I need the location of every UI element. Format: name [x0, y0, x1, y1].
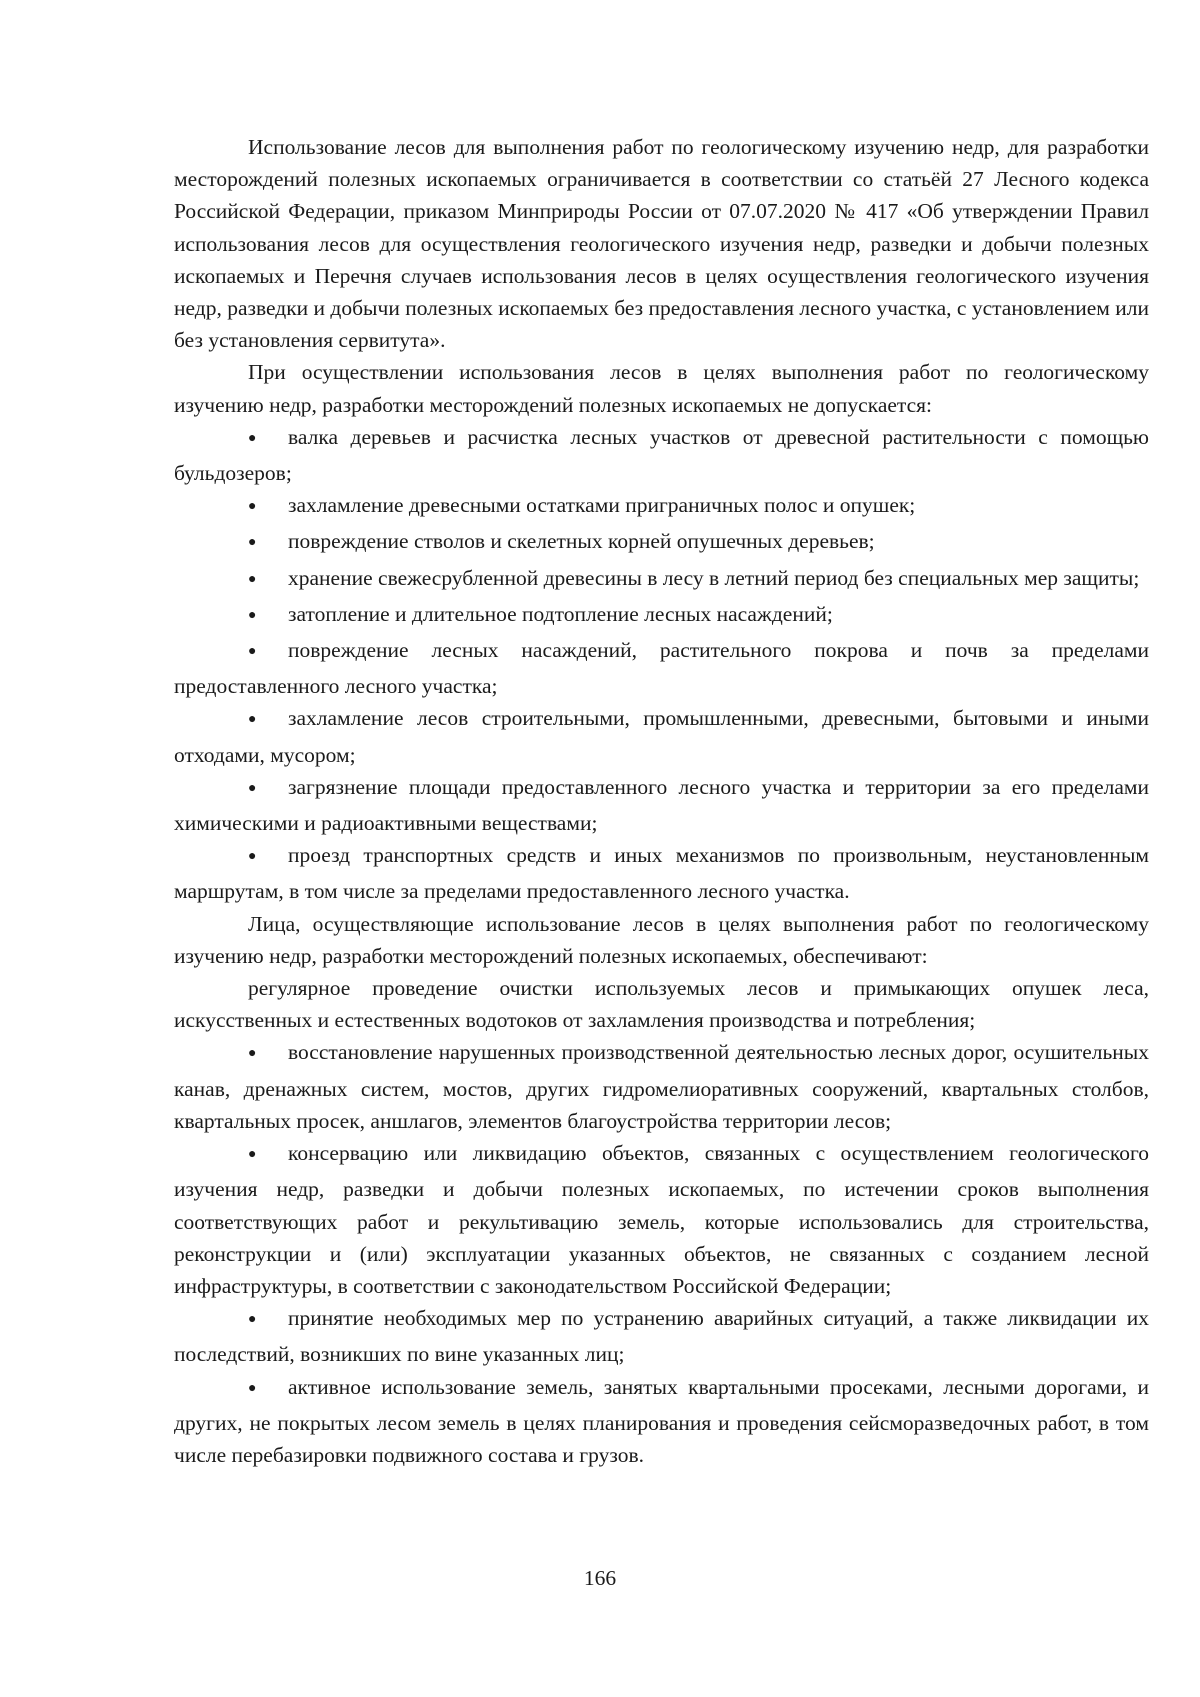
document-body	[174, 131, 1149, 1471]
bullet-text: активное использование земель, занятых квартальными просеками, лесными дорогами, и других, не покрытых лесом земель в целях планирования и проведения сейсморазведочных работ, в том числе перебазировки подвижного состава и грузов.	[174, 1374, 1149, 1467]
bullet-icon	[248, 525, 288, 561]
bullet-icon	[248, 421, 288, 457]
bullet-item	[174, 1137, 1149, 1302]
bullet-text: повреждение стволов и скелетных корней опушечных деревьев;	[288, 529, 875, 554]
bullet-icon	[248, 1137, 288, 1173]
bullet-icon	[248, 489, 288, 525]
paragraph: При осуществлении использования лесов в целях выполнения работ по геологическому изучению недр, разработки месторождений полезных ископаемых не допускается:	[174, 360, 1149, 417]
bullet-text: восстановление нарушенных производственной деятельностью лесных дорог, осушительных канав, дренажных систем, мостов, других гидромелиоративных сооружений, квартальных столбов, квартальных просек, аншлагов, элементов благоустройства территории лесов;	[174, 1040, 1149, 1133]
bullet-item	[174, 562, 1149, 598]
bullet-item	[174, 525, 1149, 561]
paragraph: Лица, осуществляющие использование лесов в целях выполнения работ по геологическому изучению недр, разработки месторождений полезных ископаемых, обеспечивают:	[174, 911, 1149, 968]
bullet-text: затопление и длительное подтопление лесных насаждений;	[288, 601, 833, 626]
bullet-text: валка деревьев и расчистка лесных участков от древесной растительности с помощью бульдозеров;	[174, 424, 1149, 486]
paragraph: Использование лесов для выполнения работ по геологическому изучению недр, для разработки месторождений полезных ископаемых ограничивается в соответствии со статьёй 27 Лесного кодекса Российской Федерации, приказом Минприроды России от 07.07.2020 № 417 «Об утверждении Правил использования лесов для осуществления геологического изучения недр, разведки и добычи полезных ископаемых и Перечня случаев использования лесов в целях осуществления геологического изучения недр, разведки и добычи полезных ископаемых без предоставления лесного участка, с установлением или без установления сервитута».	[174, 135, 1149, 353]
bullet-icon	[248, 839, 288, 875]
bullet-icon	[248, 598, 288, 634]
bullet-item	[174, 771, 1149, 839]
bullet-item	[174, 1302, 1149, 1370]
bullet-icon	[248, 771, 288, 807]
bullet-icon	[248, 702, 288, 738]
bullet-text: консервацию или ликвидацию объектов, связанных с осуществлением геологического изучения недр, разведки и добычи полезных ископаемых, по истечении сроков выполнения соответствующих работ и рекультивацию земель, которые использовались для строительства, реконструкции и (или) эксплуатации указанных объектов, не связанных с созданием лесной инфраструктуры, в соответствии с законодательством Российской Федерации;	[174, 1141, 1149, 1298]
bullet-text: хранение свежесрубленной древесины в лесу в летний период без специальных мер защиты;	[288, 565, 1140, 590]
bullet-text: загрязнение площади предоставленного лесного участка и территории за его пределами химическими и радиоактивными веществами;	[174, 774, 1149, 836]
bullet-icon	[248, 562, 288, 598]
bullet-item	[174, 421, 1149, 489]
bullet-item	[174, 1371, 1149, 1472]
bullet-icon	[248, 1036, 288, 1072]
page-number: 166	[583, 1566, 617, 1590]
bullet-item	[174, 702, 1149, 770]
bullet-item	[174, 489, 1149, 525]
bullet-icon	[248, 1302, 288, 1338]
bullet-item	[174, 598, 1149, 634]
bullet-text: проезд транспортных средств и иных механизмов по произвольным, неустановленным маршрутам, в том числе за пределами предоставленного лесного участка.	[174, 843, 1149, 904]
bullet-text: захламление лесов строительными, промышленными, древесными, бытовыми и иными отходами, мусором;	[174, 706, 1149, 767]
bullet-icon	[248, 634, 288, 670]
bullet-item	[174, 839, 1149, 907]
bullet-text: захламление древесными остатками приграничных полос и опушек;	[288, 493, 916, 518]
bullet-text: принятие необходимых мер по устранению аварийных ситуаций, а также ликвидации их последствий, возникших по вине указанных лиц;	[174, 1306, 1149, 1367]
bullet-item	[174, 1036, 1149, 1137]
bullet-text: повреждение лесных насаждений, растительного покрова и почв за пределами предоставленного лесного участка;	[174, 638, 1149, 699]
bullet-item	[174, 634, 1149, 702]
paragraph: регулярное проведение очистки используемых лесов и примыкающих опушек леса, искусственных и естественных водотоков от захламления производства и потребления;	[174, 976, 1149, 1033]
bullet-icon	[248, 1371, 288, 1407]
